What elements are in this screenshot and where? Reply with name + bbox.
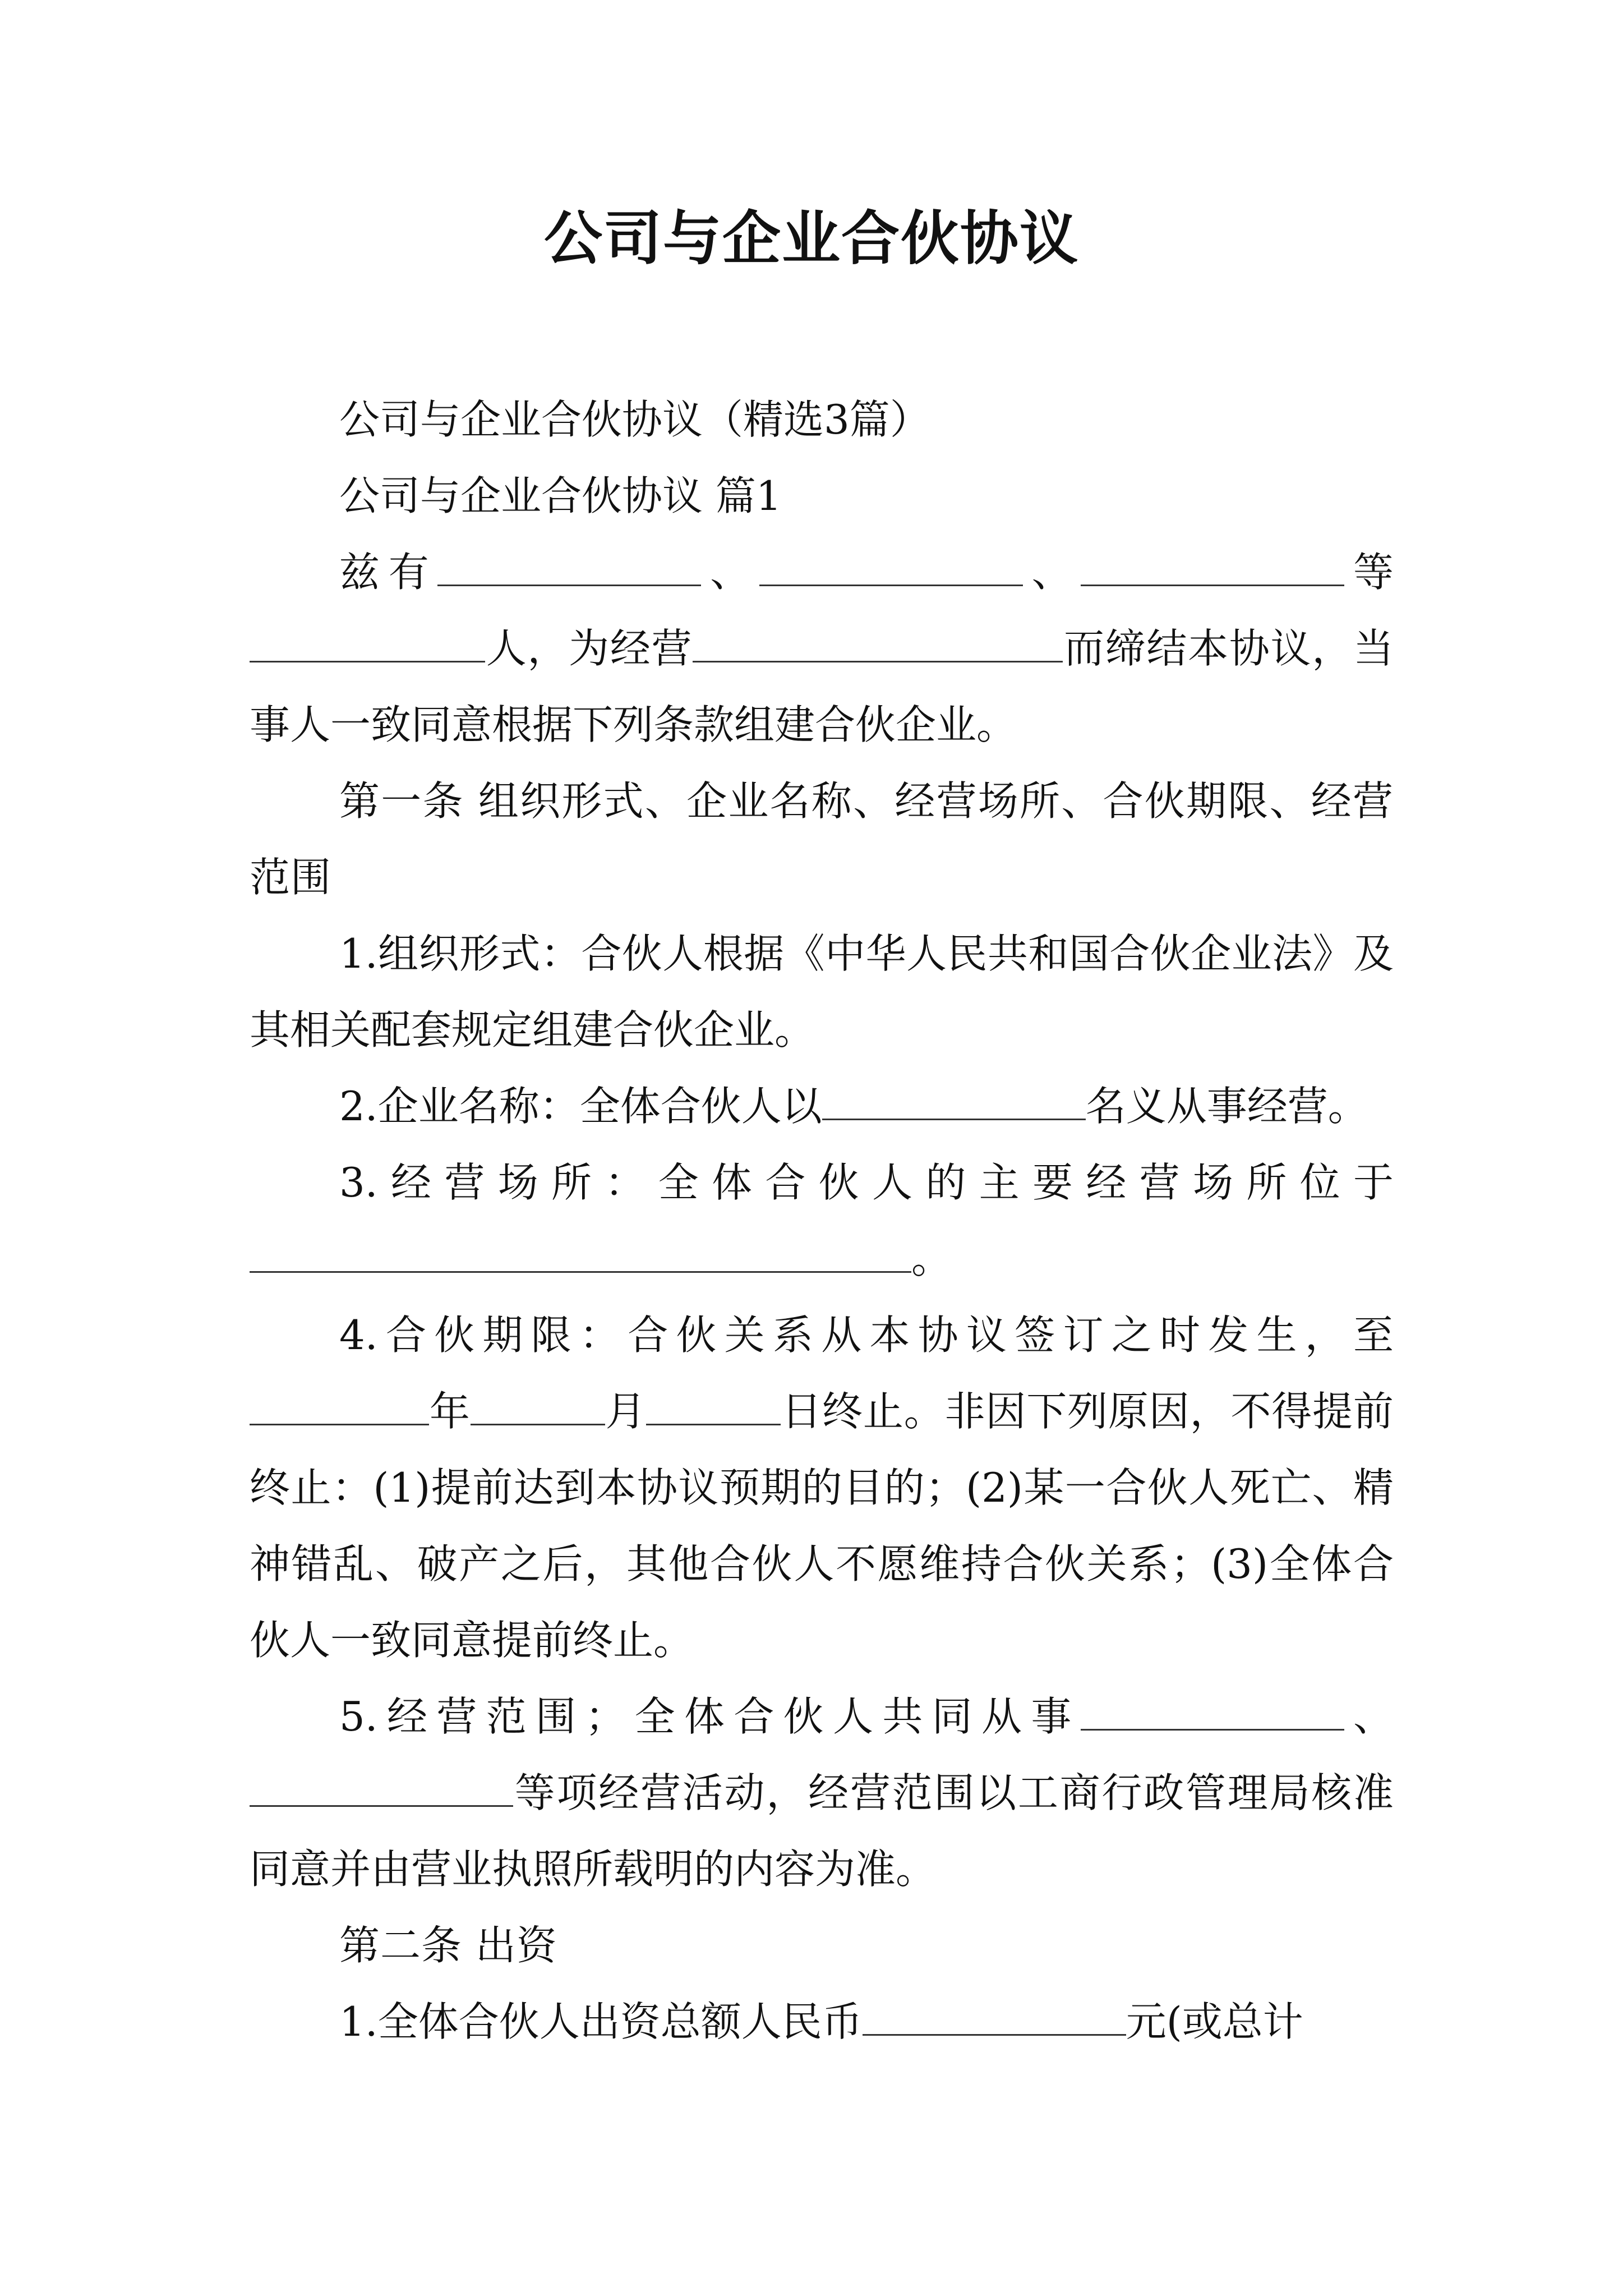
document-subtitle: 公司与企业合伙协议（精选3篇） [339,396,930,443]
item-4 [250,1297,1394,1678]
item-3-text-1: 3.经营场所：全体合伙人的主要经营场所位于 [339,1159,1394,1206]
intro-text-4: 等 [1344,549,1394,596]
article2-title: 第二条 出资 [339,1922,557,1969]
article1-title: 第一条 组织形式、企业名称、经营场所、合伙期限、经营范围 [250,777,1394,901]
article2-item-1-text-2: 元(或总计 [1126,1998,1303,2045]
item-4-text-4: 日终止。非因下列原因，不得提前终止：(1)提前达到本协议预期的目的；(2)某一合伙人死亡、精神错乱、破产之后，其他合伙人不愿维持合伙关系；(3)全体合伙人一致同意提前终止。 [250,1388,1394,1664]
document-body [250,381,1394,2060]
intro-text-3: 、 [1022,549,1081,596]
article2-item-1 [250,1984,1394,2060]
blank-party-1 [437,553,701,586]
item-4-text-1: 4.合伙期限：合伙关系从本协议签订之时发生，至 [339,1312,1394,1359]
item-1: 1.组织形式：合伙人根据《中华人民共和国合伙企业法》及其相关配套规定组建合伙企业。 [250,930,1394,1053]
blank-capital-amount [863,2003,1126,2036]
blank-scope-1 [1081,1697,1344,1731]
item-5 [250,1678,1394,1907]
item-5-text-3: 等项经营活动，经营范围以工商行政管理局核准同意并由营业执照所载明的内容为准。 [250,1769,1394,1893]
item-2-text-2: 名义从事经营。 [1085,1083,1368,1130]
item-2 [250,1068,1394,1144]
intro-paragraph [250,534,1394,763]
blank-party-3 [1081,553,1344,586]
intro-text-1: 兹有 [339,549,438,596]
blank-company-name [822,1087,1086,1120]
item-5-text-1: 5.经营范围；全体合伙人共同从事 [339,1693,1081,1740]
intro-text-2: 、 [701,549,759,596]
blank-party-count [250,629,485,662]
document-title: 公司与企业合伙协议 [543,204,1079,273]
blank-business [693,629,1063,662]
blank-month [471,1392,605,1425]
blank-year [250,1392,429,1425]
intro-text-6: 而缔结本协议，当事人一致同意根据下列条款组建合伙企业。 [250,625,1394,748]
item-3-text-2: 。 [911,1235,952,1282]
blank-day [646,1392,781,1425]
item-4-text-2: 年 [429,1388,471,1435]
item-2-text-1: 2.企业名称：全体合伙人以 [339,1083,822,1130]
item-5-text-2: 、 [1344,1693,1394,1740]
section-heading: 公司与企业合伙协议 篇1 [339,472,782,519]
blank-location [250,1240,911,1273]
intro-text-5: 人，为经营 [485,625,693,672]
item-4-text-3: 月 [605,1388,647,1435]
blank-party-2 [759,553,1023,586]
item-3 [250,1144,1394,1297]
article2-item-1-text-1: 1.全体合伙人出资总额人民币 [339,1998,863,2045]
blank-scope-2 [250,1774,513,1807]
